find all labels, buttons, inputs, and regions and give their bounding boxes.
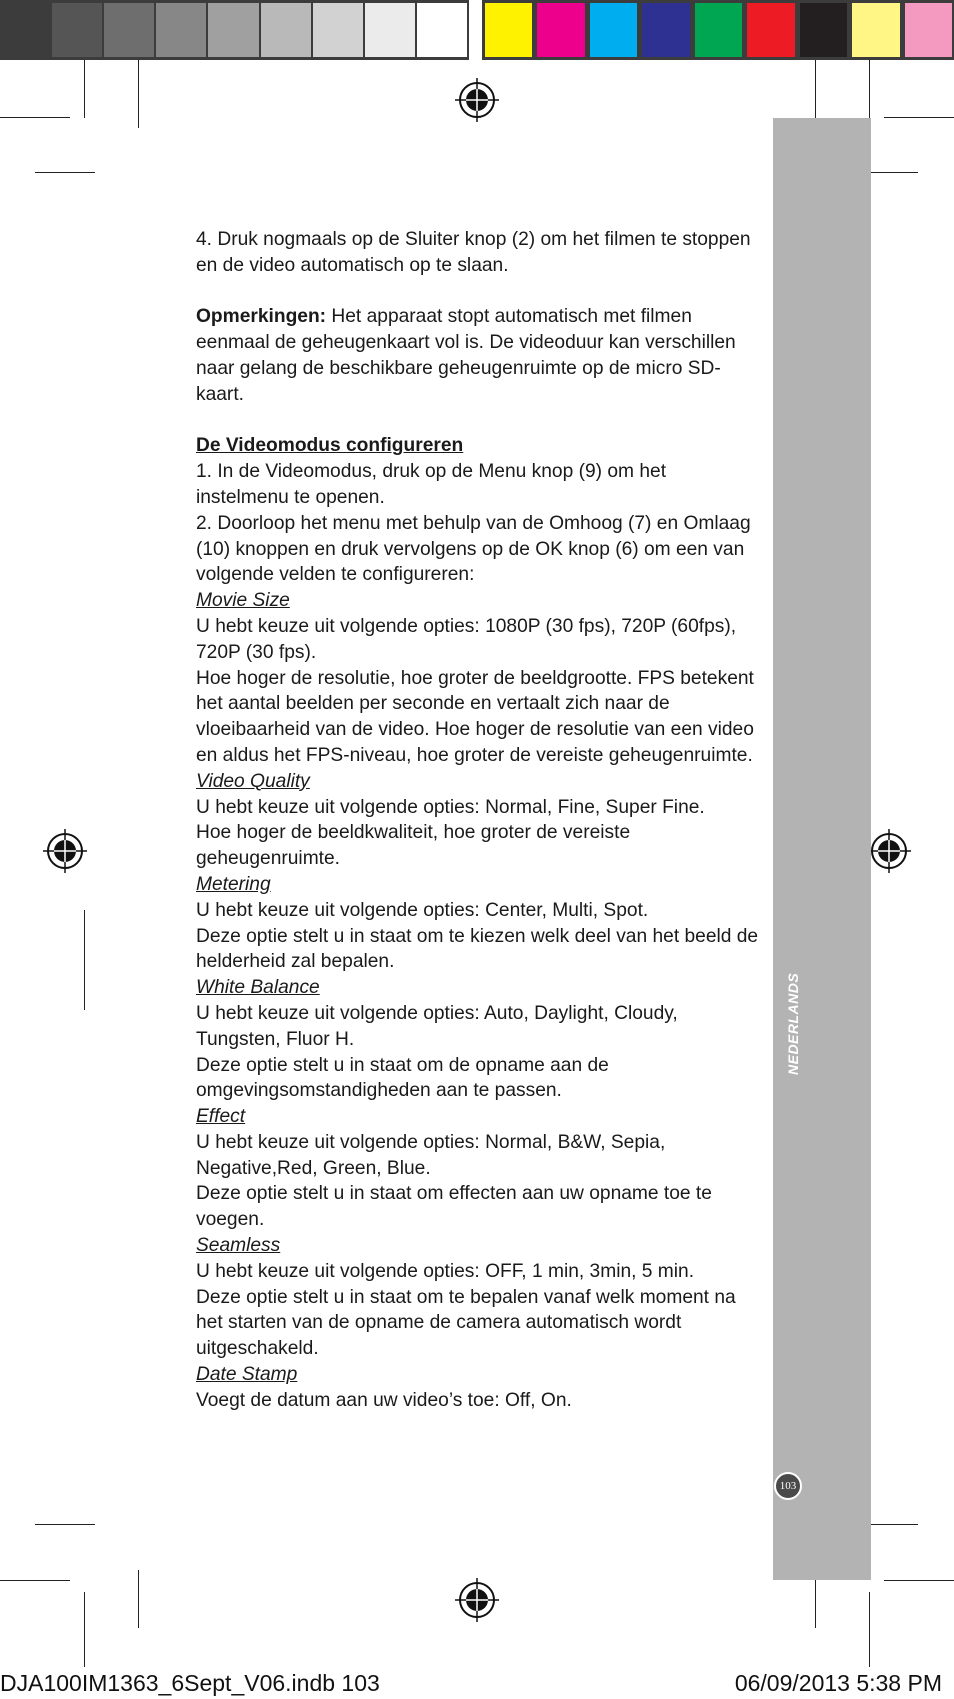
seamless-options: U hebt keuze uit volgende opties: OFF, 1 min, 3min, 5 min. bbox=[196, 1260, 695, 1282]
effect-description: Deze optie stelt u in staat om effecten aan uw opname toe te voegen. bbox=[196, 1183, 712, 1231]
step-1-paragraph: 1. In de Videomodus, druk op de Menu knop (9) om het instelmenu te openen. bbox=[196, 461, 667, 508]
gray-swatch bbox=[208, 3, 258, 57]
gray-swatch bbox=[417, 3, 467, 57]
gray-swatch bbox=[156, 3, 206, 57]
print-datetime: 06/09/2013 5:38 PM bbox=[734, 1670, 942, 1696]
gray-swatch bbox=[52, 3, 102, 57]
color-swatch bbox=[747, 3, 794, 57]
manual-text-column bbox=[196, 227, 761, 1414]
registration-target-icon bbox=[43, 829, 87, 873]
date-stamp-title: Date Stamp bbox=[196, 1364, 298, 1386]
video-quality-options: U hebt keuze uit volgende opties: Normal, Fine, Super Fine. bbox=[196, 796, 705, 818]
note-text: Het apparaat stopt automatisch met filmen eenmaal de geheugenkaart vol is. De videoduur kan verschillen naar gelang de beschikbare geheugenruimte op de micro SD-kaart. bbox=[196, 306, 736, 405]
gray-calibration-bar bbox=[0, 0, 469, 60]
crop-mark bbox=[0, 117, 70, 118]
color-swatch bbox=[642, 3, 689, 57]
step-2-paragraph: 2. Doorloop het menu met behulp van de Omhoog (7) en Omlaag (10) knoppen en druk vervolgens op de OK knop (6) om een van volgende velden te configureren: bbox=[196, 512, 751, 586]
color-swatch bbox=[695, 3, 742, 57]
color-swatch bbox=[590, 3, 637, 57]
metering-description: Deze optie stelt u in staat om te kiezen welk deel van het beeld de helderheid zal bepalen. bbox=[196, 925, 759, 973]
color-swatch bbox=[905, 3, 952, 57]
white-balance-title: White Balance bbox=[196, 977, 320, 999]
crop-mark bbox=[84, 60, 85, 118]
crop-mark bbox=[869, 1592, 870, 1667]
note-lead: Opmerkingen: bbox=[196, 306, 327, 328]
gray-swatch bbox=[261, 3, 311, 57]
gray-swatch bbox=[313, 3, 363, 57]
registration-target-icon bbox=[455, 78, 499, 122]
color-swatch bbox=[852, 3, 899, 57]
gray-swatch bbox=[0, 3, 50, 57]
color-swatch bbox=[485, 3, 532, 57]
crop-mark bbox=[869, 60, 870, 118]
step-4-paragraph: 4. Druk nogmaals op de Sluiter knop (2) om het filmen te stoppen en de video automatisch op te slaan. bbox=[196, 229, 751, 276]
metering-title: Metering bbox=[196, 873, 271, 895]
white-balance-description: Deze optie stelt u in staat om de opname aan de omgevingsomstandigheden aan te passen. bbox=[196, 1054, 609, 1102]
crop-mark bbox=[0, 1580, 70, 1581]
video-quality-description: Hoe hoger de beeldkwaliteit, hoe groter de vereiste geheugenruimte. bbox=[196, 822, 631, 870]
movie-size-description: Hoe hoger de resolutie, hoe groter de beeldgrootte. FPS betekent het aantal beelden per seconde en vertaalt zich naar de vloeibaarheid van de video. Hoe hoger de resolutie van een video en aldus het FPS-niveau, hoe groter de vereiste geheugenruimte. bbox=[196, 667, 754, 766]
white-balance-options: U hebt keuze uit volgende opties: Auto, Daylight, Cloudy, Tungsten, Fluor H. bbox=[196, 1002, 678, 1050]
crop-mark bbox=[35, 172, 95, 173]
date-stamp-options: Voegt de datum aan uw video’s toe: Off, On. bbox=[196, 1389, 572, 1411]
metering-options: U hebt keuze uit volgende opties: Center, Multi, Spot. bbox=[196, 899, 649, 921]
crop-mark bbox=[138, 60, 139, 128]
gray-swatch bbox=[104, 3, 154, 57]
crop-mark bbox=[84, 910, 85, 1010]
crop-mark bbox=[138, 1570, 139, 1628]
language-side-strip bbox=[773, 118, 871, 1580]
note-paragraph bbox=[196, 304, 761, 407]
effect-options: U hebt keuze uit volgende opties: Normal, B&W, Sepia, Negative,Red, Green, Blue. bbox=[196, 1131, 666, 1179]
crop-mark bbox=[35, 1524, 95, 1525]
seamless-description: Deze optie stelt u in staat om te bepalen vanaf welk moment na het starten van de opname de camera automatisch wordt uitgeschakeld. bbox=[196, 1286, 736, 1360]
crop-mark bbox=[884, 1580, 954, 1581]
print-slug bbox=[0, 1670, 954, 1696]
file-info: DJA100IM1363_6Sept_V06.indb 103 bbox=[0, 1670, 380, 1696]
registration-target-icon bbox=[867, 829, 911, 873]
registration-target-icon bbox=[455, 1578, 499, 1622]
language-label: NEDERLANDS bbox=[785, 972, 801, 1075]
crop-mark bbox=[84, 1592, 85, 1667]
gray-swatch bbox=[365, 3, 415, 57]
color-swatch bbox=[800, 3, 847, 57]
section-heading: De Videomodus configureren bbox=[196, 435, 464, 457]
video-quality-title: Video Quality bbox=[196, 770, 310, 792]
effect-title: Effect bbox=[196, 1106, 246, 1128]
crop-mark bbox=[884, 117, 954, 118]
seamless-title: Seamless bbox=[196, 1235, 281, 1257]
movie-size-title: Movie Size bbox=[196, 590, 290, 612]
process-color-bar bbox=[482, 0, 954, 60]
movie-size-options: U hebt keuze uit volgende opties: 1080P (30 fps), 720P (60fps), 720P (30 fps). bbox=[196, 615, 737, 663]
color-swatch bbox=[537, 3, 584, 57]
page-number-badge: 103 bbox=[774, 1472, 802, 1500]
